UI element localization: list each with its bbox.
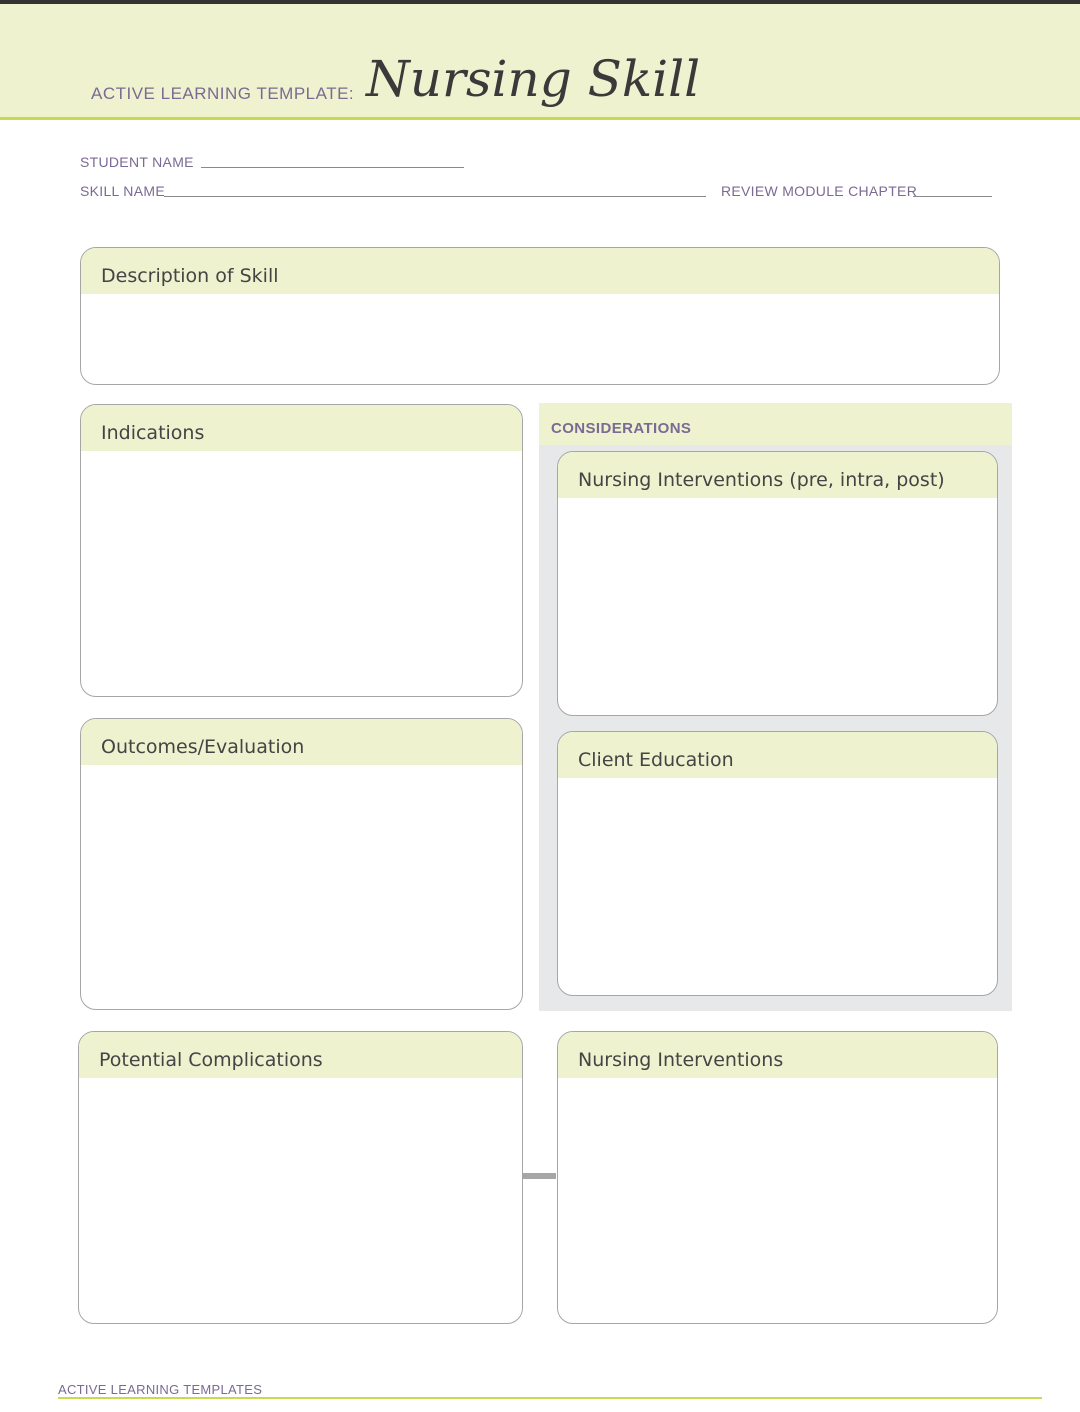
nursing-interventions-periop-box[interactable] bbox=[557, 451, 998, 716]
outcomes-evaluation-box[interactable] bbox=[80, 718, 523, 1010]
connector-bar bbox=[523, 1173, 556, 1179]
skill-name-field[interactable] bbox=[164, 196, 706, 197]
page-title: Nursing Skill bbox=[366, 50, 701, 108]
potential-complications-box[interactable] bbox=[78, 1031, 523, 1324]
description-of-skill-heading: Description of Skill bbox=[81, 248, 999, 294]
indications-box[interactable] bbox=[80, 404, 523, 697]
client-education-heading: Client Education bbox=[558, 732, 997, 778]
review-module-chapter-field[interactable] bbox=[913, 196, 992, 197]
nursing-interventions-heading: Nursing Interventions bbox=[558, 1032, 997, 1078]
outcomes-evaluation-heading: Outcomes/Evaluation bbox=[81, 719, 522, 765]
skill-name-label: SKILL NAME bbox=[80, 183, 165, 199]
indications-heading: Indications bbox=[81, 405, 522, 451]
template-prefix: ACTIVE LEARNING TEMPLATE: bbox=[91, 84, 355, 103]
page-header bbox=[0, 4, 1080, 120]
footer-divider bbox=[58, 1397, 1042, 1399]
client-education-box[interactable] bbox=[557, 731, 998, 996]
considerations-header bbox=[539, 403, 1012, 445]
considerations-label: CONSIDERATIONS bbox=[551, 420, 692, 437]
review-module-chapter-label: REVIEW MODULE CHAPTER bbox=[721, 183, 918, 199]
potential-complications-heading: Potential Complications bbox=[79, 1032, 522, 1078]
student-name-field[interactable] bbox=[201, 167, 464, 168]
description-of-skill-box[interactable] bbox=[80, 247, 1000, 385]
footer-label: ACTIVE LEARNING TEMPLATES bbox=[58, 1382, 263, 1397]
nursing-interventions-periop-heading: Nursing Interventions (pre, intra, post) bbox=[558, 452, 997, 498]
nursing-interventions-box[interactable] bbox=[557, 1031, 998, 1324]
student-name-label: STUDENT NAME bbox=[80, 154, 194, 170]
